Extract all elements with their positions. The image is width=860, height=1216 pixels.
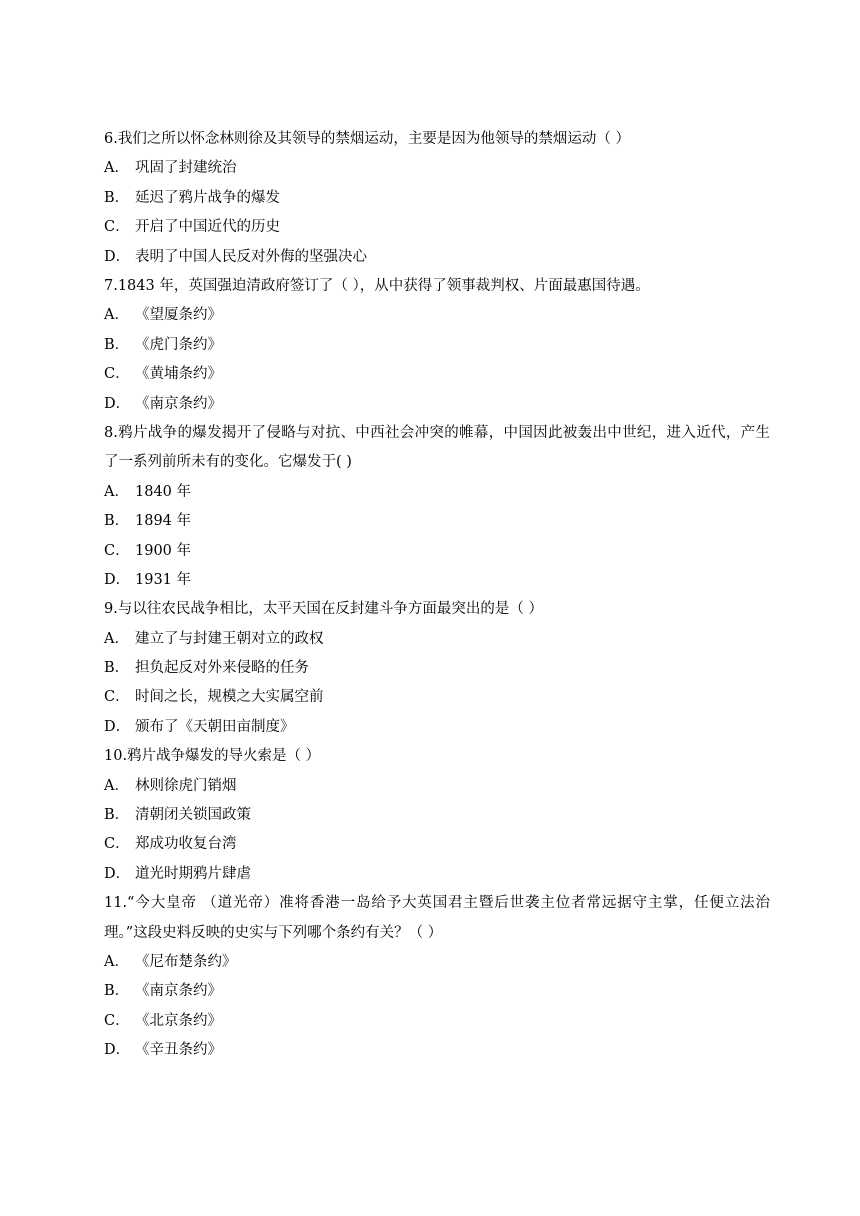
option-text: 《北京条约》	[135, 1012, 222, 1029]
option-letter: D．	[104, 248, 131, 265]
question-stem: 10.鸦片战争爆发的导火索是（ ）	[104, 748, 321, 765]
option-text: 1931 年	[135, 571, 192, 588]
option-d	[104, 713, 770, 742]
option-c	[104, 537, 770, 566]
option-b	[104, 184, 770, 213]
option-text: 郑成功收复台湾	[135, 836, 237, 853]
option-letter: B．	[104, 513, 130, 530]
option-letter: A．	[104, 307, 129, 324]
option-text: 巩固了封建统治	[135, 160, 237, 177]
option-d	[104, 860, 770, 889]
option-letter: B．	[104, 807, 130, 824]
option-text: 清朝闭关锁国政策	[135, 807, 251, 824]
question-stem: 9.与以往农民战争相比，太平天国在反封建斗争方面最突出的是（ ）	[104, 601, 543, 618]
option-text: 1900 年	[135, 542, 192, 559]
question-7	[104, 272, 770, 419]
option-d	[104, 243, 770, 272]
option-b	[104, 331, 770, 360]
option-text: 《望厦条约》	[135, 307, 222, 324]
option-a	[104, 625, 770, 654]
option-letter: D．	[104, 1042, 131, 1059]
option-letter: A．	[104, 483, 129, 500]
option-letter: A．	[104, 954, 129, 970]
option-letter: C．	[104, 689, 130, 706]
option-text: 《南京条约》	[135, 395, 222, 412]
option-text: 担负起反对外来侵略的任务	[135, 660, 309, 677]
option-c	[104, 1007, 770, 1036]
option-letter: C．	[104, 1012, 130, 1029]
option-text: 《辛丑条约》	[135, 1042, 222, 1059]
option-b	[104, 507, 770, 536]
option-d	[104, 566, 770, 595]
option-a	[104, 772, 770, 801]
option-letter: B．	[104, 189, 130, 206]
question-stem: 6.我们之所以怀念林则徐及其领导的禁烟运动，主要是因为他领导的禁烟运动（ ）	[104, 131, 630, 147]
option-a	[104, 301, 770, 330]
option-letter: D．	[104, 571, 131, 588]
option-letter: A．	[104, 160, 129, 177]
option-text: 林则徐虎门销烟	[135, 777, 237, 794]
option-letter: C．	[104, 836, 130, 853]
option-text: 1840 年	[135, 483, 192, 500]
option-letter: A．	[104, 777, 129, 794]
question-9	[104, 595, 770, 742]
question-8	[104, 419, 770, 595]
option-a	[104, 948, 770, 977]
option-b	[104, 801, 770, 830]
option-letter: B．	[104, 983, 130, 1000]
option-text: 时间之长，规模之大实属空前	[135, 689, 324, 706]
option-letter: C．	[104, 366, 130, 383]
option-text: 《黄埔条约》	[135, 366, 222, 383]
option-c	[104, 360, 770, 389]
option-text: 《尼布楚条约》	[135, 954, 237, 970]
option-letter: D．	[104, 865, 131, 882]
question-stem: 11.“今大皇帝 （道光帝）准将香港一岛给予大英国君主暨后世袭主位者常远据守主掌，任便立法治理。”这段史料反映的史实与下列哪个条约有关？（ ）	[104, 895, 770, 941]
option-text: 表明了中国人民反对外侮的坚强决心	[135, 248, 367, 265]
question-list	[104, 125, 770, 1066]
option-c	[104, 213, 770, 242]
option-text: 建立了与封建王朝对立的政权	[135, 630, 324, 647]
option-c	[104, 830, 770, 859]
option-c	[104, 683, 770, 712]
question-10	[104, 742, 770, 889]
option-text: 《南京条约》	[135, 983, 222, 1000]
option-text: 开启了中国近代的历史	[135, 219, 280, 236]
question-stem: 8.鸦片战争的爆发揭开了侵略与对抗、中西社会冲突的帷幕，中国因此被轰出中世纪，进入近代，产生了一系列前所未有的变化。它爆发于( )	[104, 424, 770, 471]
option-text: 颁布了《天朝田亩制度》	[135, 718, 295, 735]
question-6	[104, 125, 770, 272]
option-letter: C．	[104, 219, 130, 236]
option-text: 延迟了鸦片战争的爆发	[135, 189, 280, 206]
question-11	[104, 889, 770, 1065]
option-d	[104, 390, 770, 419]
option-d	[104, 1036, 770, 1065]
option-letter: B．	[104, 660, 130, 677]
option-letter: B．	[104, 336, 130, 353]
option-letter: C．	[104, 542, 130, 559]
option-text: 1894 年	[135, 513, 192, 530]
option-b	[104, 654, 770, 683]
option-letter: D．	[104, 718, 131, 735]
option-letter: A．	[104, 630, 129, 647]
question-stem: 7.1843 年，英国强迫清政府签订了（ ），从中获得了领事裁判权、片面最惠国待遇。	[104, 277, 650, 294]
option-text: 《虎门条约》	[135, 336, 222, 353]
option-letter: D．	[104, 395, 131, 412]
option-a	[104, 478, 770, 507]
option-b	[104, 977, 770, 1006]
option-text: 道光时期鸦片肆虐	[135, 865, 251, 882]
option-a	[104, 154, 770, 183]
